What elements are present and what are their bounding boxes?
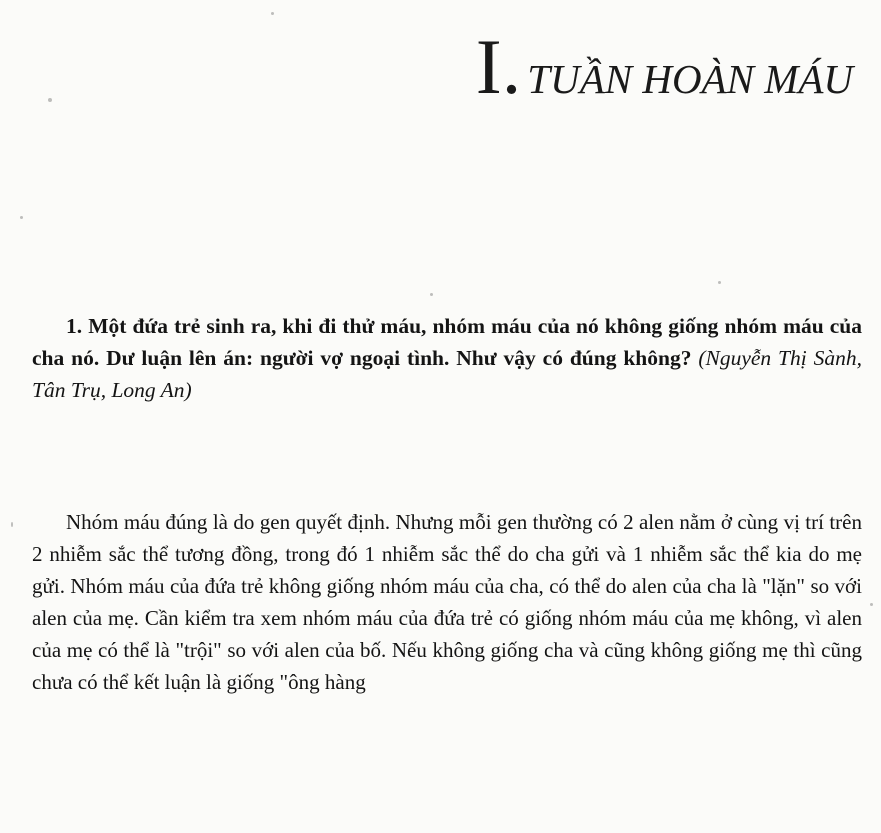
question-source: (Nguyễn Thị Sành, Tân Trụ, Long An) xyxy=(32,346,862,402)
scan-speck xyxy=(271,12,274,15)
scan-speck xyxy=(11,522,13,527)
chapter-heading xyxy=(476,22,853,112)
answer-paragraph: Nhóm máu đúng là do gen quyết định. Nhưng mỗi gen thường có 2 alen nằm ở cùng vị trí trên 2 nhiễm sắc thể tương đồng, trong đó 1 nhiễm sắc thể do cha gửi và 1 nhiễm sắc thể kia do mẹ gửi. Nhóm máu của đứa trẻ không giống nhóm máu của cha, có thể do alen của cha là "lặn" so với alen của mẹ. Cần kiểm tra xem nhóm máu của đứa trẻ có giống nhóm máu của mẹ không, vì alen của mẹ có thể là "trội" so với alen của bố. Nếu không giống cha và cũng không giống mẹ thì cũng chưa có thể kết luận là giống "ông hàng xyxy=(32,510,862,694)
chapter-number: I. xyxy=(475,23,522,110)
scan-speck xyxy=(430,293,433,296)
scan-speck xyxy=(20,216,23,219)
question-text: Một đứa trẻ sinh ra, khi đi thử máu, nhóm máu của nó không giống nhóm máu của cha nó. Dư luận lên án: người vợ ngoại tình. Như vậy có đúng không? xyxy=(32,314,863,370)
scan-speck xyxy=(870,603,873,606)
scan-speck xyxy=(48,98,52,102)
scan-speck xyxy=(718,281,721,284)
chapter-title: TUẦN HOÀN MÁU xyxy=(527,56,853,102)
question-paragraph xyxy=(32,310,862,406)
question-number: 1. xyxy=(66,314,83,338)
